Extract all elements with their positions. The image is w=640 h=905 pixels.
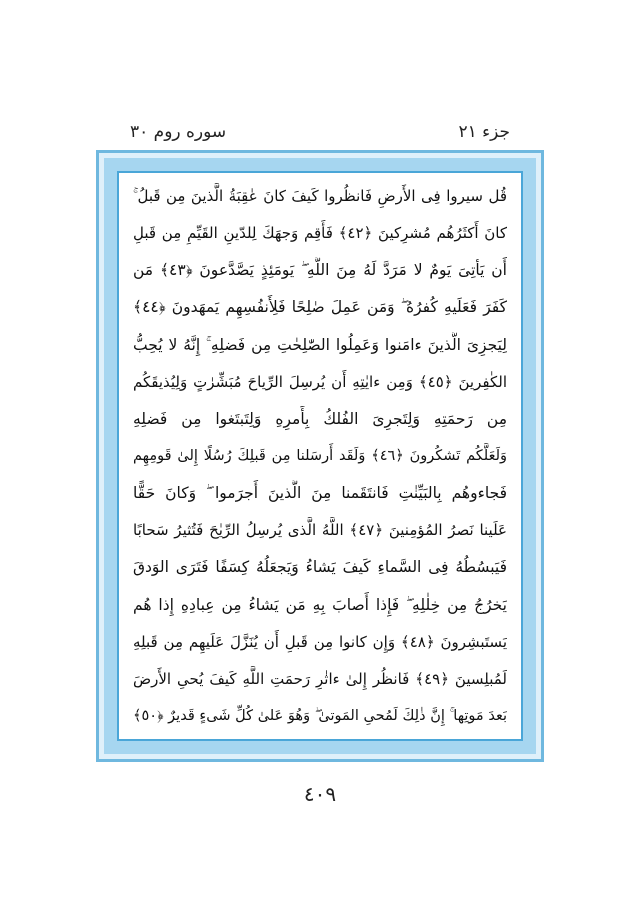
verse-line: لِيَجزِىَ الَّذينَ ءامَنوا وَعَمِلُوا الصّٰلِحٰتِ مِن فَضلِهِ ۚ إِنَّهُ لا يُحِبُّ — [133, 335, 507, 354]
verse-line: وَلَعَلَّكُم تَشكُرونَ ﴿٤٦﴾ وَلَقَد أَرسَلنا مِن قَبلِكَ رُسُلًا إِلىٰ قَومِهِم — [133, 447, 507, 464]
surah-label: سوره روم ٣٠ — [130, 122, 227, 142]
page-number: ٤٠٩ — [303, 782, 337, 806]
verse-line: عَلَينا نَصرُ المُؤمِنينَ ﴿٤٧﴾ اللَّهُ الَّذى يُرسِلُ الرِّيٰحَ فَتُثيرُ سَحابًا — [133, 521, 507, 540]
verse-line: كانَ أَكثَرُهُم مُشرِكينَ ﴿٤٢﴾ فَأَقِم وَجهَكَ لِلدّينِ القَيِّمِ مِن قَبلِ — [133, 224, 507, 243]
verse-line: لَمُبلِسينَ ﴿٤٩﴾ فَانظُر إِلىٰ ءاثٰرِ رَحمَتِ اللَّهِ كَيفَ يُحىِ الأَرضَ — [133, 669, 507, 688]
verse-line: يَخرُجُ مِن خِلٰلِهِ ۖ فَإِذا أَصابَ بِهِ مَن يَشاءُ مِن عِبادِهِ إِذا هُم — [133, 595, 507, 614]
juz-label: جزء ٢١ — [458, 122, 510, 142]
verse-line: كَفَرَ فَعَلَيهِ كُفرُهُ ۖ وَمَن عَمِلَ صٰلِحًا فَلِأَنفُسِهِم يَمهَدونَ ﴿٤٤﴾ — [133, 298, 507, 317]
verse-line: فَيَبسُطُهُ فِى السَّماءِ كَيفَ يَشاءُ وَيَجعَلُهُ كِسَفًا فَتَرَى الوَدقَ — [133, 558, 507, 577]
verse-line: قُل سيروا فِى الأَرضِ فَانظُروا كَيفَ كانَ عٰقِبَةُ الَّذينَ مِن قَبلُ ۚ — [133, 187, 507, 205]
verse-line: أَن يَأتِىَ يَومٌ لا مَرَدَّ لَهُ مِنَ اللَّهِ ۖ يَومَئِذٍ يَصَّدَّعونَ ﴿٤٣﴾ مَن — [133, 261, 507, 280]
ornamental-frame — [96, 150, 544, 762]
page-header — [130, 120, 510, 144]
verse-lines — [133, 183, 507, 729]
verse-line: يَستَبشِرونَ ﴿٤٨﴾ وَإِن كانوا مِن قَبلِ أَن يُنَزَّلَ عَلَيهِم مِن قَبلِهِ — [133, 632, 507, 651]
text-panel — [117, 171, 523, 741]
verse-line: بَعدَ مَوتِها ۚ إِنَّ ذٰلِكَ لَمُحىِ المَوتىٰ ۖ وَهُوَ عَلىٰ كُلِّ شَىءٍ قَديرٌ ﴿٥٠﴾ — [133, 707, 507, 724]
frame-border-pattern — [104, 158, 536, 754]
verse-line: الكٰفِرينَ ﴿٤٥﴾ وَمِن ءايٰتِهِ أَن يُرسِلَ الرِّياحَ مُبَشِّرٰتٍ وَلِيُذيقَكُم — [133, 372, 507, 391]
verse-line: مِن رَحمَتِهِ وَلِتَجرِىَ الفُلكُ بِأَمرِهِ وَلِتَبتَغوا مِن فَضلِهِ — [133, 409, 507, 428]
verse-line: فَجاءوهُم بِالبَيِّنٰتِ فَانتَقَمنا مِنَ الَّذينَ أَجرَموا ۖ وَكانَ حَقًّا — [133, 484, 507, 503]
